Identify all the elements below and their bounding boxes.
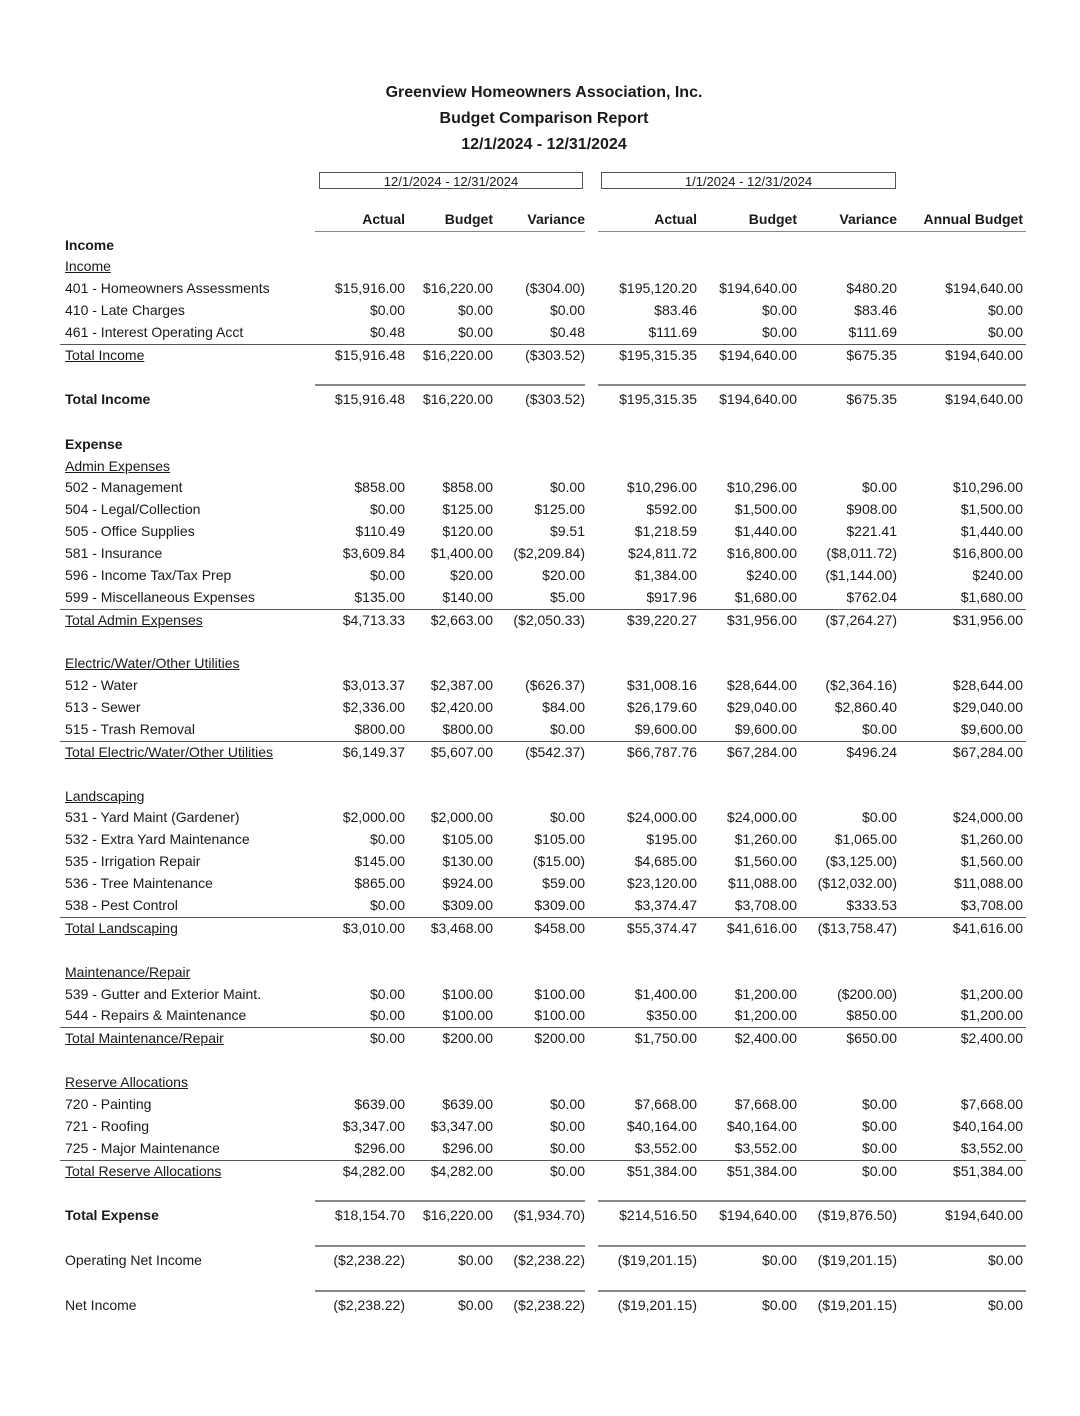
month-variance-value: $200.00 [534, 1030, 585, 1046]
ytd-budget-value: $31,956.00 [726, 612, 797, 628]
ytd-actual-value: $23,120.00 [626, 875, 697, 891]
ytd-actual-value: $51,384.00 [626, 1163, 697, 1179]
line-label: 721 - Roofing [65, 1118, 150, 1134]
line-label: 535 - Irrigation Repair [65, 853, 201, 869]
month-budget-value: $5,607.00 [430, 744, 493, 760]
group-label: Reserve Allocations [65, 1074, 188, 1090]
ytd-variance-value: $480.20 [846, 280, 897, 296]
annual-budget-value: $194,640.00 [945, 347, 1023, 363]
month-actual-value: ($2,238.22) [333, 1297, 405, 1313]
month-variance-value: $59.00 [542, 875, 585, 891]
month-actual-value: $0.00 [369, 831, 405, 847]
annual-budget-value: $10,296.00 [952, 479, 1023, 495]
month-actual-value: $0.00 [369, 986, 405, 1002]
line-label: 532 - Extra Yard Maintenance [65, 831, 250, 847]
annual-budget-value: $0.00 [987, 324, 1023, 340]
annual-budget-value: $9,600.00 [960, 721, 1023, 737]
annual-budget-value: $0.00 [987, 1297, 1023, 1313]
ytd-budget-value: $67,284.00 [726, 744, 797, 760]
subtotal-label: Total Maintenance/Repair [65, 1030, 224, 1046]
ytd-actual-value: $1,400.00 [634, 986, 697, 1002]
ytd-variance-value: $650.00 [846, 1030, 897, 1046]
ytd-actual-value: $1,218.59 [634, 523, 697, 539]
month-header-rule [315, 231, 585, 232]
annual-budget-value: $1,500.00 [960, 501, 1023, 517]
line-label: 539 - Gutter and Exterior Maint. [65, 986, 262, 1002]
column-header-ytd-actual: Actual [654, 211, 697, 227]
month-budget-value: $0.00 [457, 302, 493, 318]
ytd-budget-value: $1,560.00 [734, 853, 797, 869]
ytd-header-rule [598, 231, 1026, 232]
month-actual-value: $0.00 [369, 501, 405, 517]
line-label: 401 - Homeowners Assessments [65, 280, 270, 296]
column-header-month-variance: Variance [527, 211, 585, 227]
section-label: Income [65, 237, 115, 253]
ytd-budget-value: $16,800.00 [726, 545, 797, 561]
line-label: 725 - Major Maintenance [65, 1140, 220, 1156]
ytd-variance-value: $850.00 [846, 1007, 897, 1023]
month-actual-value: $296.00 [354, 1140, 405, 1156]
ytd-variance-value: $111.69 [848, 324, 897, 340]
ytd-variance-value: $0.00 [861, 809, 897, 825]
ytd-actual-value: ($19,201.15) [617, 1252, 697, 1268]
month-variance-value: ($303.52) [525, 391, 585, 407]
line-label: 538 - Pest Control [65, 897, 178, 913]
month-actual-value: $0.00 [369, 897, 405, 913]
ytd-budget-value: $24,000.00 [726, 809, 797, 825]
ytd-budget-value: $0.00 [761, 1252, 797, 1268]
ytd-actual-value: $917.96 [646, 589, 697, 605]
ytd-budget-value: $1,680.00 [734, 589, 797, 605]
ytd-actual-value: $195,315.35 [619, 391, 697, 407]
month-variance-value: ($15.00) [532, 853, 585, 869]
report-title: Budget Comparison Report [439, 110, 649, 127]
ytd-budget-value: $10,296.00 [726, 479, 797, 495]
ytd-variance-value: $908.00 [846, 501, 897, 517]
month-budget-value: $16,220.00 [422, 391, 493, 407]
ytd-budget-value: $9,600.00 [734, 721, 797, 737]
ytd-actual-value: $10,296.00 [626, 479, 697, 495]
month-variance-value: ($542.37) [525, 744, 585, 760]
ytd-actual-value: $9,600.00 [634, 721, 697, 737]
ytd-budget-value: $7,668.00 [734, 1096, 797, 1112]
month-total-rule [315, 1290, 585, 1292]
ytd-actual-value: $214,516.50 [619, 1207, 697, 1223]
month-variance-value: ($2,238.22) [513, 1252, 585, 1268]
month-actual-value: $858.00 [354, 479, 405, 495]
ytd-variance-value: $83.46 [854, 302, 897, 318]
month-variance-value: $0.00 [549, 1118, 585, 1134]
month-variance-value: $20.00 [542, 567, 585, 583]
month-budget-value: $100.00 [442, 986, 493, 1002]
annual-budget-value: $51,384.00 [952, 1163, 1023, 1179]
month-budget-value: $3,468.00 [430, 920, 493, 936]
annual-budget-value: $1,560.00 [960, 853, 1023, 869]
ytd-actual-value: $592.00 [646, 501, 697, 517]
subtotal-rule [60, 917, 1026, 918]
total-label: Total Income [65, 391, 151, 407]
net-label: Net Income [65, 1297, 137, 1313]
month-variance-value: ($304.00) [525, 280, 585, 296]
ytd-actual-value: $31,008.16 [626, 677, 697, 693]
month-variance-value: $125.00 [534, 501, 585, 517]
annual-budget-value: $240.00 [972, 567, 1023, 583]
month-budget-value: $0.00 [457, 1297, 493, 1313]
ytd-budget-value: $40,164.00 [726, 1118, 797, 1134]
month-actual-value: $110.49 [355, 523, 405, 539]
ytd-budget-value: $194,640.00 [719, 391, 797, 407]
ytd-variance-value: ($8,011.72) [826, 545, 897, 561]
ytd-total-rule [598, 1200, 1026, 1202]
column-header-month-budget: Budget [444, 211, 493, 227]
group-label: Electric/Water/Other Utilities [65, 655, 240, 671]
month-actual-value: $3,010.00 [342, 920, 405, 936]
ytd-budget-value: $1,260.00 [734, 831, 797, 847]
line-label: 410 - Late Charges [65, 302, 185, 318]
month-budget-value: $16,220.00 [422, 280, 493, 296]
month-actual-value: $135.00 [354, 589, 405, 605]
month-variance-value: ($626.37) [525, 677, 585, 693]
month-actual-value: $0.48 [369, 324, 405, 340]
annual-budget-value: $1,260.00 [960, 831, 1023, 847]
ytd-budget-value: $0.00 [761, 324, 797, 340]
month-variance-value: $0.00 [549, 1140, 585, 1156]
ytd-variance-value: ($2,364.16) [825, 677, 897, 693]
month-actual-value: $0.00 [369, 1007, 405, 1023]
line-label: 581 - Insurance [65, 545, 163, 561]
annual-budget-value: $41,616.00 [952, 920, 1023, 936]
month-actual-value: $6,149.37 [342, 744, 405, 760]
annual-budget-value: $7,668.00 [960, 1096, 1023, 1112]
ytd-budget-value: $194,640.00 [719, 347, 797, 363]
month-budget-value: $858.00 [442, 479, 493, 495]
month-budget-value: $0.00 [457, 324, 493, 340]
month-variance-value: $84.00 [542, 699, 585, 715]
month-variance-value: $0.48 [549, 324, 585, 340]
total-label: Total Expense [65, 1207, 159, 1223]
annual-budget-value: $29,040.00 [952, 699, 1023, 715]
month-actual-value: ($2,238.22) [333, 1252, 405, 1268]
month-variance-value: $0.00 [549, 721, 585, 737]
line-label: 596 - Income Tax/Tax Prep [65, 567, 232, 583]
annual-budget-value: $40,164.00 [952, 1118, 1023, 1134]
ytd-budget-value: $3,552.00 [734, 1140, 797, 1156]
ytd-actual-value: $40,164.00 [626, 1118, 697, 1134]
ytd-actual-value: $24,000.00 [626, 809, 697, 825]
ytd-actual-value: $4,685.00 [634, 853, 697, 869]
annual-budget-value: $1,440.00 [960, 523, 1023, 539]
ytd-actual-value: $26,179.60 [626, 699, 697, 715]
month-actual-value: $3,013.37 [342, 677, 405, 693]
month-actual-value: $0.00 [369, 567, 405, 583]
month-actual-value: $0.00 [369, 1030, 405, 1046]
ytd-variance-value: $2,860.40 [834, 699, 897, 715]
month-variance-value: ($2,209.84) [513, 545, 585, 561]
ytd-variance-value: $0.00 [861, 1096, 897, 1112]
month-budget-value: $0.00 [457, 1252, 493, 1268]
month-budget-value: $200.00 [442, 1030, 493, 1046]
subtotal-rule [60, 609, 1026, 610]
month-budget-value: $16,220.00 [422, 1207, 493, 1223]
subtotal-label: Total Income [65, 347, 145, 363]
ytd-actual-value: $195,120.20 [619, 280, 697, 296]
ytd-variance-value: $0.00 [861, 721, 897, 737]
line-label: 536 - Tree Maintenance [65, 875, 213, 891]
ytd-actual-value: $111.69 [648, 324, 697, 340]
month-total-rule [315, 384, 585, 386]
month-budget-value: $2,387.00 [430, 677, 493, 693]
month-budget-value: $125.00 [442, 501, 493, 517]
month-actual-value: $15,916.48 [334, 391, 405, 407]
organization-name: Greenview Homeowners Association, Inc. [385, 84, 703, 101]
month-variance-value: $105.00 [534, 831, 585, 847]
month-budget-value: $2,663.00 [430, 612, 493, 628]
ytd-budget-value: $2,400.00 [734, 1030, 797, 1046]
month-budget-value: $105.00 [442, 831, 493, 847]
annual-budget-value: $67,284.00 [952, 744, 1023, 760]
month-variance-value: $0.00 [549, 809, 585, 825]
month-actual-value: $0.00 [369, 302, 405, 318]
ytd-variance-value: $496.24 [846, 744, 897, 760]
ytd-actual-value: $350.00 [646, 1007, 697, 1023]
ytd-actual-value: $66,787.76 [626, 744, 697, 760]
month-actual-value: $639.00 [354, 1096, 405, 1112]
column-header-month-actual: Actual [362, 211, 405, 227]
month-variance-value: ($2,238.22) [513, 1297, 585, 1313]
report-header [0, 80, 1080, 158]
ytd-variance-value: $762.04 [846, 589, 897, 605]
ytd-actual-value: $24,811.72 [627, 545, 697, 561]
month-variance-value: $0.00 [549, 302, 585, 318]
month-budget-value: $100.00 [442, 1007, 493, 1023]
month-budget-value: $309.00 [442, 897, 493, 913]
ytd-actual-value: $1,384.00 [634, 567, 697, 583]
ytd-budget-value: $1,200.00 [734, 986, 797, 1002]
section-label: Expense [65, 436, 123, 452]
month-budget-value: $2,000.00 [430, 809, 493, 825]
ytd-period-box: 1/1/2024 - 12/31/2024 [601, 172, 896, 189]
annual-budget-value: $16,800.00 [952, 545, 1023, 561]
line-label: 544 - Repairs & Maintenance [65, 1007, 247, 1023]
subtotal-label: Total Admin Expenses [65, 612, 203, 628]
ytd-budget-value: $51,384.00 [726, 1163, 797, 1179]
line-label: 513 - Sewer [65, 699, 141, 715]
ytd-actual-value: $1,750.00 [634, 1030, 697, 1046]
annual-budget-value: $194,640.00 [945, 1207, 1023, 1223]
ytd-actual-value: $39,220.27 [626, 612, 697, 628]
column-header-annual-budget: Annual Budget [923, 211, 1023, 227]
month-actual-value: $15,916.48 [334, 347, 405, 363]
annual-budget-value: $28,644.00 [952, 677, 1023, 693]
report-period: 12/1/2024 - 12/31/2024 [461, 136, 627, 153]
ytd-variance-value: ($19,876.50) [817, 1207, 897, 1223]
annual-budget-value: $11,088.00 [953, 875, 1023, 891]
month-budget-value: $3,347.00 [430, 1118, 493, 1134]
ytd-actual-value: $83.46 [654, 302, 697, 318]
month-variance-value: ($303.52) [525, 347, 585, 363]
annual-budget-value: $3,552.00 [960, 1140, 1023, 1156]
ytd-budget-value: $28,644.00 [726, 677, 797, 693]
ytd-total-rule [598, 384, 1026, 386]
month-total-rule [315, 1245, 585, 1247]
ytd-actual-value: $7,668.00 [634, 1096, 697, 1112]
ytd-variance-value: ($1,144.00) [825, 567, 897, 583]
annual-budget-value: $3,708.00 [960, 897, 1023, 913]
month-budget-value: $1,400.00 [430, 545, 493, 561]
annual-budget-value: $194,640.00 [945, 280, 1023, 296]
line-label: 461 - Interest Operating Acct [65, 324, 244, 340]
ytd-budget-value: $194,640.00 [719, 1207, 797, 1223]
line-label: 502 - Management [65, 479, 183, 495]
ytd-variance-value: ($13,758.47) [817, 920, 897, 936]
month-variance-value: ($1,934.70) [513, 1207, 585, 1223]
line-label: 512 - Water [65, 677, 138, 693]
ytd-budget-value: $29,040.00 [726, 699, 797, 715]
month-variance-value: $100.00 [534, 1007, 585, 1023]
ytd-variance-value: $0.00 [861, 1118, 897, 1134]
ytd-budget-value: $240.00 [746, 567, 797, 583]
month-actual-value: $2,000.00 [342, 809, 405, 825]
month-actual-value: $4,713.33 [342, 612, 405, 628]
ytd-budget-value: $1,440.00 [734, 523, 797, 539]
month-budget-value: $140.00 [442, 589, 493, 605]
ytd-variance-value: $675.35 [846, 347, 897, 363]
annual-budget-value: $1,200.00 [960, 986, 1023, 1002]
line-label: 720 - Painting [65, 1096, 152, 1112]
month-actual-value: $145.00 [354, 853, 405, 869]
ytd-variance-value: $0.00 [861, 479, 897, 495]
annual-budget-value: $24,000.00 [952, 809, 1023, 825]
ytd-actual-value: $3,374.47 [634, 897, 697, 913]
month-actual-value: $15,916.00 [334, 280, 405, 296]
ytd-actual-value: $55,374.47 [626, 920, 697, 936]
month-variance-value: $5.00 [549, 589, 585, 605]
month-variance-value: $309.00 [534, 897, 585, 913]
line-label: 515 - Trash Removal [65, 721, 195, 737]
month-period-box: 12/1/2024 - 12/31/2024 [319, 172, 583, 189]
month-actual-value: $865.00 [354, 875, 405, 891]
group-label: Landscaping [65, 788, 145, 804]
annual-budget-value: $0.00 [987, 302, 1023, 318]
group-label: Maintenance/Repair [65, 964, 191, 980]
annual-budget-value: $194,640.00 [945, 391, 1023, 407]
ytd-variance-value: ($19,201.15) [817, 1297, 897, 1313]
subtotal-label: Total Reserve Allocations [65, 1163, 222, 1179]
ytd-budget-value: $194,640.00 [719, 280, 797, 296]
ytd-variance-value: ($200.00) [837, 986, 897, 1002]
ytd-variance-value: ($7,264.27) [825, 612, 897, 628]
ytd-budget-value: $3,708.00 [734, 897, 797, 913]
month-budget-value: $800.00 [442, 721, 493, 737]
month-variance-value: ($2,050.33) [513, 612, 585, 628]
month-variance-value: $458.00 [534, 920, 585, 936]
ytd-budget-value: $1,500.00 [734, 501, 797, 517]
subtotal-label: Total Landscaping [65, 920, 178, 936]
ytd-variance-value: $675.35 [846, 391, 897, 407]
annual-budget-value: $31,956.00 [952, 612, 1023, 628]
ytd-actual-value: $3,552.00 [634, 1140, 697, 1156]
month-variance-value: $100.00 [534, 986, 585, 1002]
net-label: Operating Net Income [65, 1252, 202, 1268]
ytd-budget-value: $0.00 [761, 1297, 797, 1313]
column-header-ytd-budget: Budget [748, 211, 797, 227]
annual-budget-value: $1,200.00 [960, 1007, 1023, 1023]
annual-budget-value: $1,680.00 [960, 589, 1023, 605]
column-header-ytd-variance: Variance [839, 211, 897, 227]
month-budget-value: $20.00 [450, 567, 493, 583]
month-actual-value: $800.00 [354, 721, 405, 737]
subtotal-rule [60, 1027, 1026, 1028]
ytd-budget-value: $11,088.00 [727, 875, 797, 891]
month-budget-value: $130.00 [442, 853, 493, 869]
month-actual-value: $4,282.00 [342, 1163, 405, 1179]
month-budget-value: $120.00 [442, 523, 493, 539]
month-budget-value: $16,220.00 [422, 347, 493, 363]
annual-budget-value: $2,400.00 [960, 1030, 1023, 1046]
group-label: Income [65, 258, 111, 274]
ytd-total-rule [598, 1245, 1026, 1247]
annual-budget-value: $0.00 [987, 1252, 1023, 1268]
ytd-variance-value: $221.41 [846, 523, 897, 539]
subtotal-label: Total Electric/Water/Other Utilities [65, 744, 273, 760]
month-variance-value: $0.00 [549, 1096, 585, 1112]
ytd-variance-value: $0.00 [861, 1163, 897, 1179]
month-actual-value: $3,609.84 [342, 545, 405, 561]
subtotal-rule [60, 344, 1026, 345]
month-actual-value: $18,154.70 [334, 1207, 405, 1223]
ytd-actual-value: $195,315.35 [619, 347, 697, 363]
ytd-variance-value: ($12,032.00) [817, 875, 897, 891]
subtotal-rule [60, 741, 1026, 742]
ytd-variance-value: ($19,201.15) [817, 1252, 897, 1268]
ytd-total-rule [598, 1290, 1026, 1292]
month-budget-value: $2,420.00 [430, 699, 493, 715]
line-label: 531 - Yard Maint (Gardener) [65, 809, 240, 825]
ytd-budget-value: $1,200.00 [734, 1007, 797, 1023]
line-label: 504 - Legal/Collection [65, 501, 201, 517]
month-budget-value: $924.00 [442, 875, 493, 891]
ytd-variance-value: ($3,125.00) [825, 853, 897, 869]
ytd-variance-value: $1,065.00 [834, 831, 897, 847]
ytd-actual-value: ($19,201.15) [617, 1297, 697, 1313]
ytd-actual-value: $195.00 [646, 831, 697, 847]
line-label: 599 - Miscellaneous Expenses [65, 589, 255, 605]
month-total-rule [315, 1200, 585, 1202]
month-variance-value: $0.00 [549, 1163, 585, 1179]
subtotal-rule [60, 1160, 1026, 1161]
ytd-variance-value: $0.00 [861, 1140, 897, 1156]
group-label: Admin Expenses [65, 458, 171, 474]
month-budget-value: $4,282.00 [430, 1163, 493, 1179]
month-actual-value: $2,336.00 [342, 699, 405, 715]
month-actual-value: $3,347.00 [342, 1118, 405, 1134]
month-budget-value: $639.00 [442, 1096, 493, 1112]
month-variance-value: $9.51 [549, 523, 585, 539]
month-budget-value: $296.00 [442, 1140, 493, 1156]
line-label: 505 - Office Supplies [65, 523, 195, 539]
month-variance-value: $0.00 [549, 479, 585, 495]
ytd-budget-value: $41,616.00 [726, 920, 797, 936]
ytd-budget-value: $0.00 [761, 302, 797, 318]
ytd-variance-value: $333.53 [846, 897, 897, 913]
